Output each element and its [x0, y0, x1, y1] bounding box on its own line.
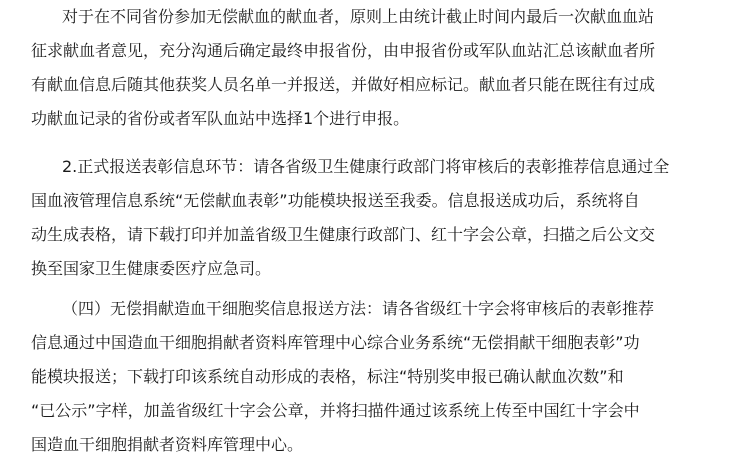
paragraph-line: 信息通过中国造血干细胞捐献者资料库管理中心综合业务系统“无偿捐献干细胞表彰”功 [31, 333, 640, 352]
paragraph-line: 有献血信息后随其他获奖人员名单一并报送，并做好相应标记。献血者只能在既往有过成 [31, 75, 656, 94]
paragraph-line: 对于在不同省份参加无偿献血的献血者，原则上由统计截止时间内最后一次献血血站 [62, 7, 655, 26]
paragraph-line: 能模块报送；下载打印该系统自动形成的表格，标注“特别奖申报已确认献血次数”和 [31, 367, 624, 386]
paragraph-line: 换至国家卫生健康委医疗应急司。 [31, 259, 272, 278]
paragraph-line: 功献血记录的省份或者军队血站中选择1个进行申报。 [31, 109, 410, 128]
paragraph-line: 征求献血者意见，充分沟通后确定最终申报省份，由申报省份或军队血站汇总该献血者所 [31, 41, 656, 60]
paragraph-line: 国血液管理信息系统“无偿献血表彰”功能模块报送至我委。信息报送成功后，系统将自 [31, 191, 640, 210]
paragraph-line: 动生成表格，请下载打印并加盖省级卫生健康行政部门、红十字会公章，扫描之后公文交 [31, 225, 656, 244]
paragraph-line: 2.正式报送表彰信息环节：请各省级卫生健康行政部门将审核后的表彰推荐信息通过全 [62, 157, 670, 176]
paragraph-line: 国造血干细胞捐献者资料库管理中心。 [31, 435, 304, 454]
paragraph-line: “已公示”字样，加盖省级红十字会公章，并将扫描件通过该系统上传至中国红十字会中 [31, 401, 640, 420]
paragraph-line: （四）无偿捐献造血干细胞奖信息报送方法：请各省级红十字会将审核后的表彰推荐 [62, 299, 655, 318]
